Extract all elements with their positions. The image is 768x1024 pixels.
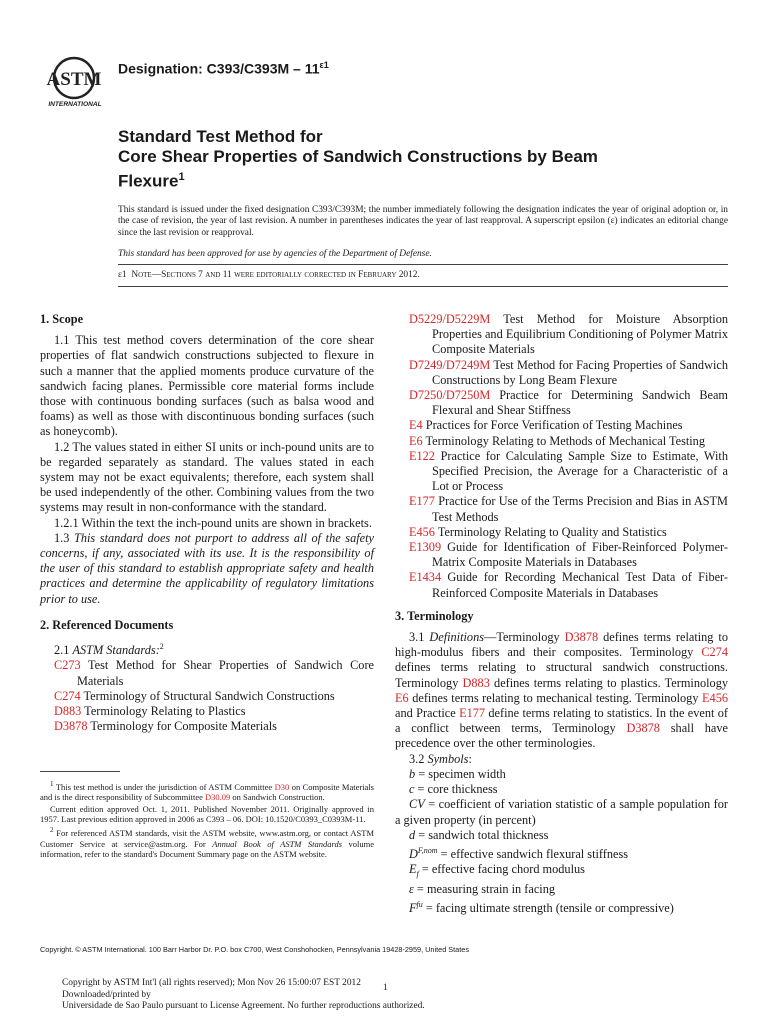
reference-code-link[interactable]: D7249/D7249M [409, 357, 491, 372]
reference-code-link[interactable]: D3878 [54, 719, 88, 734]
reference-title: Test Method for Facing Properties of Sandwich Constructions by Long Beam Flexure [432, 357, 728, 387]
reference-title: Practice for Calculating Sample Size to Estimate, With Specified Precision, the Average for a Characteristic of a Lot or Process [432, 448, 728, 494]
divider [118, 264, 728, 265]
reference-item [409, 312, 728, 358]
reference-item [409, 434, 728, 449]
reference-code-link[interactable]: E1309 [409, 540, 442, 555]
reference-item [409, 418, 728, 433]
footnote-1-edition: Current edition approved Oct. 1, 2011. Published November 2011. Originally approved in 1957. Last previous edition approved in 2006 as C393 – 06. DOI: 10.1520/C0393_C0393M-11. [40, 803, 374, 825]
footnote-1: $^1$ This test method is under the jurisdiction of ASTM Committee D30 on Composite Materials and is the direct responsibility of Subcommittee D30.09 on Sandwich Construction. [40, 780, 374, 803]
symbol-definition: c = core thickness [409, 782, 498, 797]
reference-title: Practices for Force Verification of Testing Machines [422, 418, 683, 433]
reference-item [409, 358, 728, 388]
reference-title: Terminology of Structural Sandwich Constructions [80, 688, 335, 703]
paragraph-1-1: 1.1 This test method covers determination of the core shear properties of flat sandwich constructions subjected to flexure in such a manner that the applied moments produce curvature of the sandwich facing planes. Permissible core material forms include those with continuous bonding surfaces (such as balsa wood and foams) as well as those with discontinuous bonding surfaces (such as honeycomb). [40, 333, 374, 439]
reference-item [409, 570, 728, 600]
page-number: 1 [383, 983, 388, 993]
reference-code-link[interactable]: E122 [409, 448, 435, 463]
astm-logo [40, 54, 112, 110]
ref-link[interactable]: D3878 [564, 630, 599, 645]
issuance-note: This standard is issued under the fixed designation C393/C393M; the number immediately following the designation indicates the year of original adoption or, in the case of revision, the year of last revision. A number in parentheses indicates the year of last reapproval. A superscript epsilon (ε) indicates an editorial change since the last revision or reapproval. [118, 205, 728, 238]
editorial-note: ε1 Note—Sections 7 and 11 were editorially corrected in February 2012. [118, 270, 420, 280]
reference-title: Guide for Recording Mechanical Test Data of Fiber-Reinforced Composite Materials in Databases [432, 570, 728, 600]
reference-code-link[interactable]: C274 [54, 688, 81, 703]
symbol-definition: CV = coefficient of variation statistic of a sample population for a given property (in percent) [395, 797, 728, 827]
document-title: Standard Test Method for Core Shear Properties of Sandwich Constructions by Beam Flexure$^1$ [118, 127, 598, 191]
symbol-definition: $F^{fu}$ = facing ultimate strength (tensile or compressive) [409, 900, 674, 916]
reference-item [409, 525, 728, 540]
reference-title: Terminology Relating to Plastics [81, 703, 246, 718]
ref-link[interactable]: D883 [462, 675, 490, 690]
reference-code-link[interactable]: E4 [409, 418, 423, 433]
symbol-definition: b = specimen width [409, 766, 506, 781]
reference-item [54, 719, 374, 734]
reference-code-link[interactable]: D883 [54, 703, 82, 718]
reference-item [409, 540, 728, 570]
svg-text:INTERNATIONAL: INTERNATIONAL [48, 101, 102, 108]
left-column [40, 312, 374, 734]
download-notice: Copyright by ASTM Int'l (all rights reserved); Mon Nov 26 15:00:07 EST 2012 Downloaded/printed by Universidade de Sao Paulo pursuant to License Agreement. No further reproductions authorized. [62, 978, 425, 1011]
section-heading-terminology: 3. Terminology [395, 608, 474, 623]
reference-code-link[interactable]: C273 [54, 658, 81, 673]
symbol-definition: ε = measuring strain in facing [409, 881, 555, 896]
ref-link[interactable]: C274 [701, 645, 728, 660]
right-column [395, 312, 728, 916]
ref-link[interactable]: E456 [702, 690, 728, 705]
reference-item [409, 388, 728, 418]
designation: Designation: $C393/C393M - 11^{\varepsilon 1}$ [118, 60, 329, 77]
reference-title: Practice for Determining Sandwich Beam Flexural and Shear Stiffness [432, 388, 728, 418]
ref-link[interactable]: D3878 [626, 721, 660, 736]
paragraph-1-2: 1.2 The values stated in either SI units or inch-pound units are to be regarded separately as standard. The values stated in each system may not be exact equivalents; therefore, each system shall be used independently of the other. Combining values from the two systems may result in non-conformance with the standard. [40, 439, 374, 515]
reference-code-link[interactable]: D5229/D5229M [409, 312, 491, 326]
divider [118, 286, 728, 287]
reference-title: Guide for Identification of Fiber-Reinforced Polymer-Matrix Composite Materials in Databases [432, 540, 728, 570]
section-heading-scope: 1. Scope [40, 312, 84, 326]
paragraph-1-2-1: 1.2.1 Within the text the inch-pound units are shown in brackets. [54, 515, 372, 530]
reference-code-link[interactable]: D7250/D7250M [409, 388, 491, 403]
astm-standards-subheading: 2.1 ASTM Standards:$^2$ [54, 642, 164, 658]
reference-item [54, 658, 374, 688]
ref-link[interactable]: E6 [395, 690, 409, 705]
link-d30[interactable]: D30 [274, 781, 290, 792]
reference-item [409, 449, 728, 495]
symbol-definition: d = sandwich total thickness [409, 827, 549, 842]
reference-item [54, 689, 374, 704]
reference-title: Terminology for Composite Materials [87, 719, 277, 734]
reference-code-link[interactable]: E456 [409, 524, 435, 539]
reference-title: Practice for Use of the Terms Precision and Bias in ASTM Test Methods [432, 494, 728, 524]
reference-code-link[interactable]: E6 [409, 433, 423, 448]
footnote-2: $^2$ For referenced ASTM standards, visit the ASTM website, www.astm.org, or contact ASTM Customer Service at service@astm.org. For Annual Book of ASTM Standards volume information, refer to the standard's Document Summary page on the ASTM website. [40, 826, 375, 860]
ref-link[interactable]: E177 [459, 706, 486, 721]
footnotes [40, 779, 374, 861]
symbol-definition: $E_f$ = effective facing chord modulus [409, 862, 585, 879]
reference-item [54, 704, 374, 719]
svg-text:ASTM: ASTM [46, 69, 102, 90]
reference-item [409, 494, 728, 524]
footnote-rule [40, 771, 120, 772]
reference-title: Test Method for Shear Properties of Sandwich Core Materials [77, 658, 374, 688]
reference-code-link[interactable]: E1434 [409, 570, 442, 585]
reference-title: Test Method for Moisture Absorption Properties and Equilibrium Conditioning of Polymer Matrix Composite Materials [432, 312, 728, 357]
reference-title: Terminology Relating to Methods of Mechanical Testing [422, 433, 705, 448]
symbol-definition: $D^{F,nom}$ = effective sandwich flexural stiffness [409, 845, 629, 861]
paragraph-3-1: 3.1 Definitions—Terminology D3878 defines terms relating to high-modulus fibers and their composites. Terminology C274 defines terms relating to structural sandwich constructions. Terminology D883 defines terms relating to plastics. Terminology E6 defines terms relating to mechanical testing. Terminology E456 and Practice E177 define terms relating to statistics. In the event of a conflict between terms, Terminology D3878 shall have precedence over the other terminologies. [395, 630, 728, 751]
dod-approval: This standard has been approved for use by agencies of the Department of Defense. [118, 249, 432, 259]
link-d30-09[interactable]: D30.09 [205, 792, 231, 803]
paragraph-1-3: 1.3 This standard does not purport to address all of the safety concerns, if any, associated with its use. It is the responsibility of the user of this standard to establish appropriate safety and health practices and determine the applicability of regulatory limitations prior to use. [40, 530, 374, 606]
section-heading-referenced-documents: 2. Referenced Documents [40, 617, 174, 632]
reference-code-link[interactable]: E177 [409, 494, 435, 509]
reference-title: Terminology Relating to Quality and Statistics [434, 524, 667, 539]
copyright-line: Copyright. © ASTM International. 100 Barr Harbor Dr. P.O. box C700, West Conshohocken, Pennsylvania 19428-2959, United States [40, 945, 469, 954]
paragraph-3-2: 3.2 Symbols: [409, 751, 472, 766]
